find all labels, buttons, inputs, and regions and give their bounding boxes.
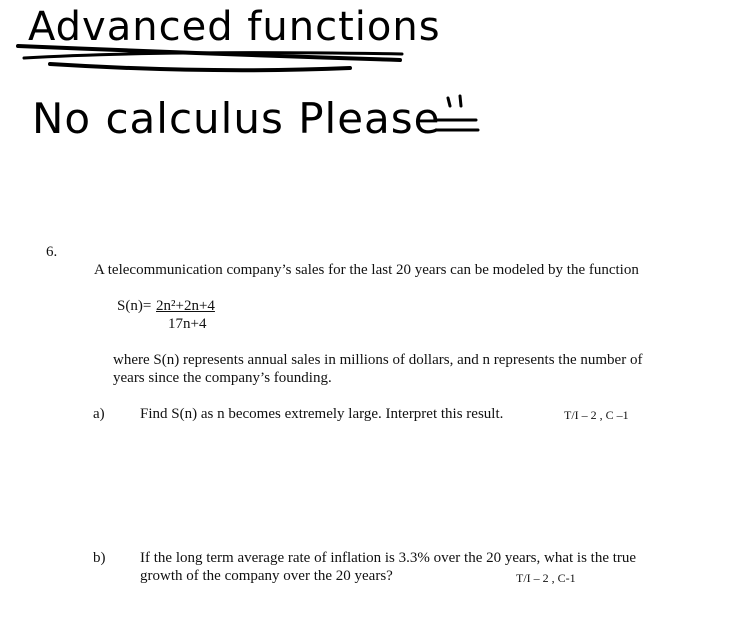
part-a-label: a) — [93, 406, 105, 422]
function-numerator: 2n²+2n+4 — [156, 298, 215, 314]
part-a-text: Find S(n) as n becomes extremely large. Interpret this result. — [140, 406, 504, 422]
handwritten-exclamation-marks — [420, 92, 480, 136]
part-b-label: b) — [93, 550, 106, 566]
title-underline-strokes — [10, 40, 410, 74]
part-b-text-line-2: growth of the company over the 20 years? — [140, 568, 393, 584]
part-b-marks: T/I – 2 , C-1 — [516, 571, 576, 585]
question-number: 6. — [46, 244, 58, 260]
description-line-1: where S(n) represents annual sales in millions of dollars, and n represents the number of — [113, 352, 643, 368]
handwritten-title: Advanced functions — [28, 4, 441, 50]
description-line-2: years since the company’s founding. — [113, 370, 332, 386]
function-denominator: 17n+4 — [168, 316, 207, 332]
handwritten-subtitle: No calculus Please — [32, 94, 441, 143]
part-a-marks: T/I – 2 , C –1 — [564, 408, 629, 422]
part-b-text-line-1: If the long term average rate of inflation is 3.3% over the 20 years, what is the true — [140, 550, 637, 566]
question-intro: A telecommunication company’s sales for the last 20 years can be modeled by the function — [94, 262, 639, 278]
function-lhs: S(n)= — [117, 298, 152, 314]
